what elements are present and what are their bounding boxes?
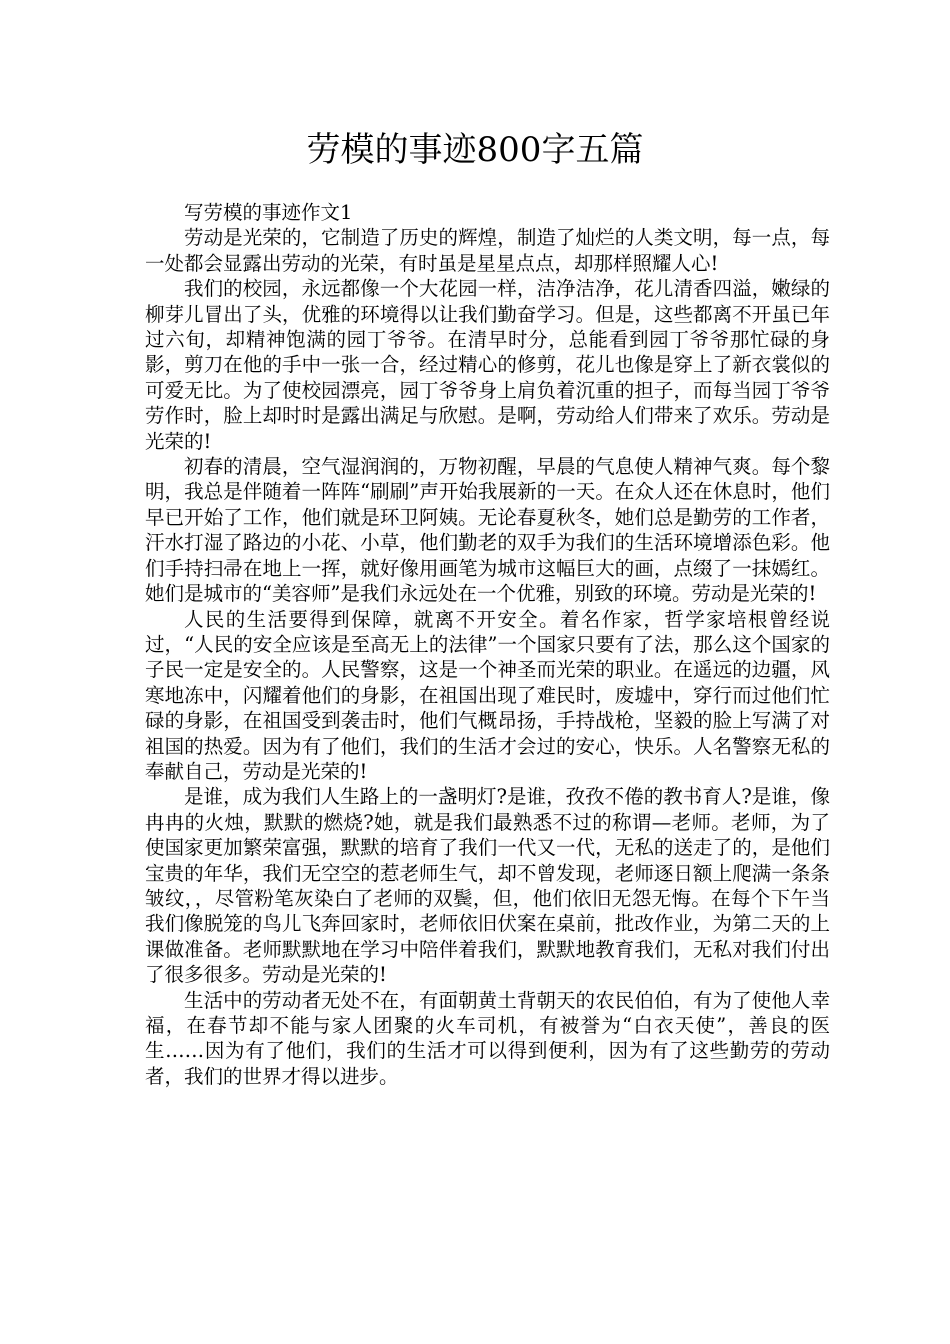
- paragraph-4: 人民的生活要得到保障，就离不开安全。着名作家，哲学家培根曾经说过，“人民的安全应该是至高无上的法律”一个国家只要有了法，那么这个国家的子民一定是安全的。人民警察，这是一个神圣而光荣的职业。在遥远的边疆，风寒地冻中，闪耀着他们的身影，在祖国出现了难民时，废墟中，穿行而过他们忙碌的身影，在祖国受到袭击时，他们气概昂扬，手持战枪，坚毅的脸上写满了对祖国的热爱。因为有了他们，我们的生活才会过的安心，快乐。人名警察无私的奉献自己，劳动是光荣的!: [145, 607, 830, 783]
- document-title: 劳模的事迹800字五篇: [306, 130, 644, 170]
- section-heading: 写劳模的事迹作文1: [184, 201, 353, 224]
- paragraph-6: 生活中的劳动者无处不在，有面朝黄土背朝天的农民伯伯，有为了使他人幸福，在春节却不能与家人团聚的火车司机，有被誉为“白衣天使”，善良的医生……因为有了他们，我们的生活才可以得到便利，因为有了这些勤劳的劳动者，我们的世界才得以进步。: [145, 988, 830, 1088]
- paragraph-1: 劳动是光荣的，它制造了历史的辉煌，制造了灿烂的人类文明，每一点，每一处都会显露出劳动的光荣，有时虽是星星点点，却那样照耀人心!: [145, 226, 830, 275]
- paragraph-3: 初春的清晨，空气湿润润的，万物初醒，早晨的气息使人精神气爽。每个黎明，我总是伴随着一阵阵“刷刷”声开始我展新的一天。在众人还在休息时，他们早已开始了工作，他们就是环卫阿姨。无论春夏秋冬，她们总是勤劳的工作者，汗水打湿了路边的小花、小草，他们勤老的双手为我们的生活环境增添色彩。他们手持扫帚在地上一挥，就好像用画笔为城市这幅巨大的画，点缀了一抹嫣红。她们是城市的“美容师”是我们永远处在一个优雅，别致的环境。劳动是光荣的!: [145, 455, 830, 606]
- document-body: [145, 200, 830, 1089]
- paragraph-5: 是谁，成为我们人生路上的一盏明灯?是谁，孜孜不倦的教书育人?是谁，像冉冉的火烛，默默的燃烧?她，就是我们最熟悉不过的称谓—老师。老师，为了使国家更加繁荣富强，默默的培育了我们一代又一代，无私的送走了的，是他们宝贵的年华，我们无空空的惹老师生气，却不曾发现，老师逐日额上爬满一条条皱纹，，尽管粉笔灰染白了老师的双鬓，但，他们依旧无怨无悔。在每个下午当我们像脱笼的鸟儿飞奔回家时，老师依旧伏案在桌前，批改作业，为第二天的上课做准备。老师默默地在学习中陪伴着我们，默默地教育我们，无私对我们付出了很多很多。劳动是光荣的!: [145, 785, 830, 987]
- paragraph-2: 我们的校园，永远都像一个大花园一样，洁净洁净，花儿清香四溢，嫩绿的柳芽儿冒出了头，优雅的环境得以让我们勤奋学习。但是，这些都离不开虽已年过六旬，却精神饱满的园丁爷爷。在清早时分，总能看到园丁爷爷那忙碌的身影，剪刀在他的手中一张一合，经过精心的修剪，花儿也像是穿上了新衣裳似的可爱无比。为了使校园漂亮，园丁爷爷身上肩负着沉重的担子，而每当园丁爷爷劳作时，脸上却时时是露出满足与欣慰。是啊，劳动给人们带来了欢乐。劳动是光荣的!: [145, 277, 830, 453]
